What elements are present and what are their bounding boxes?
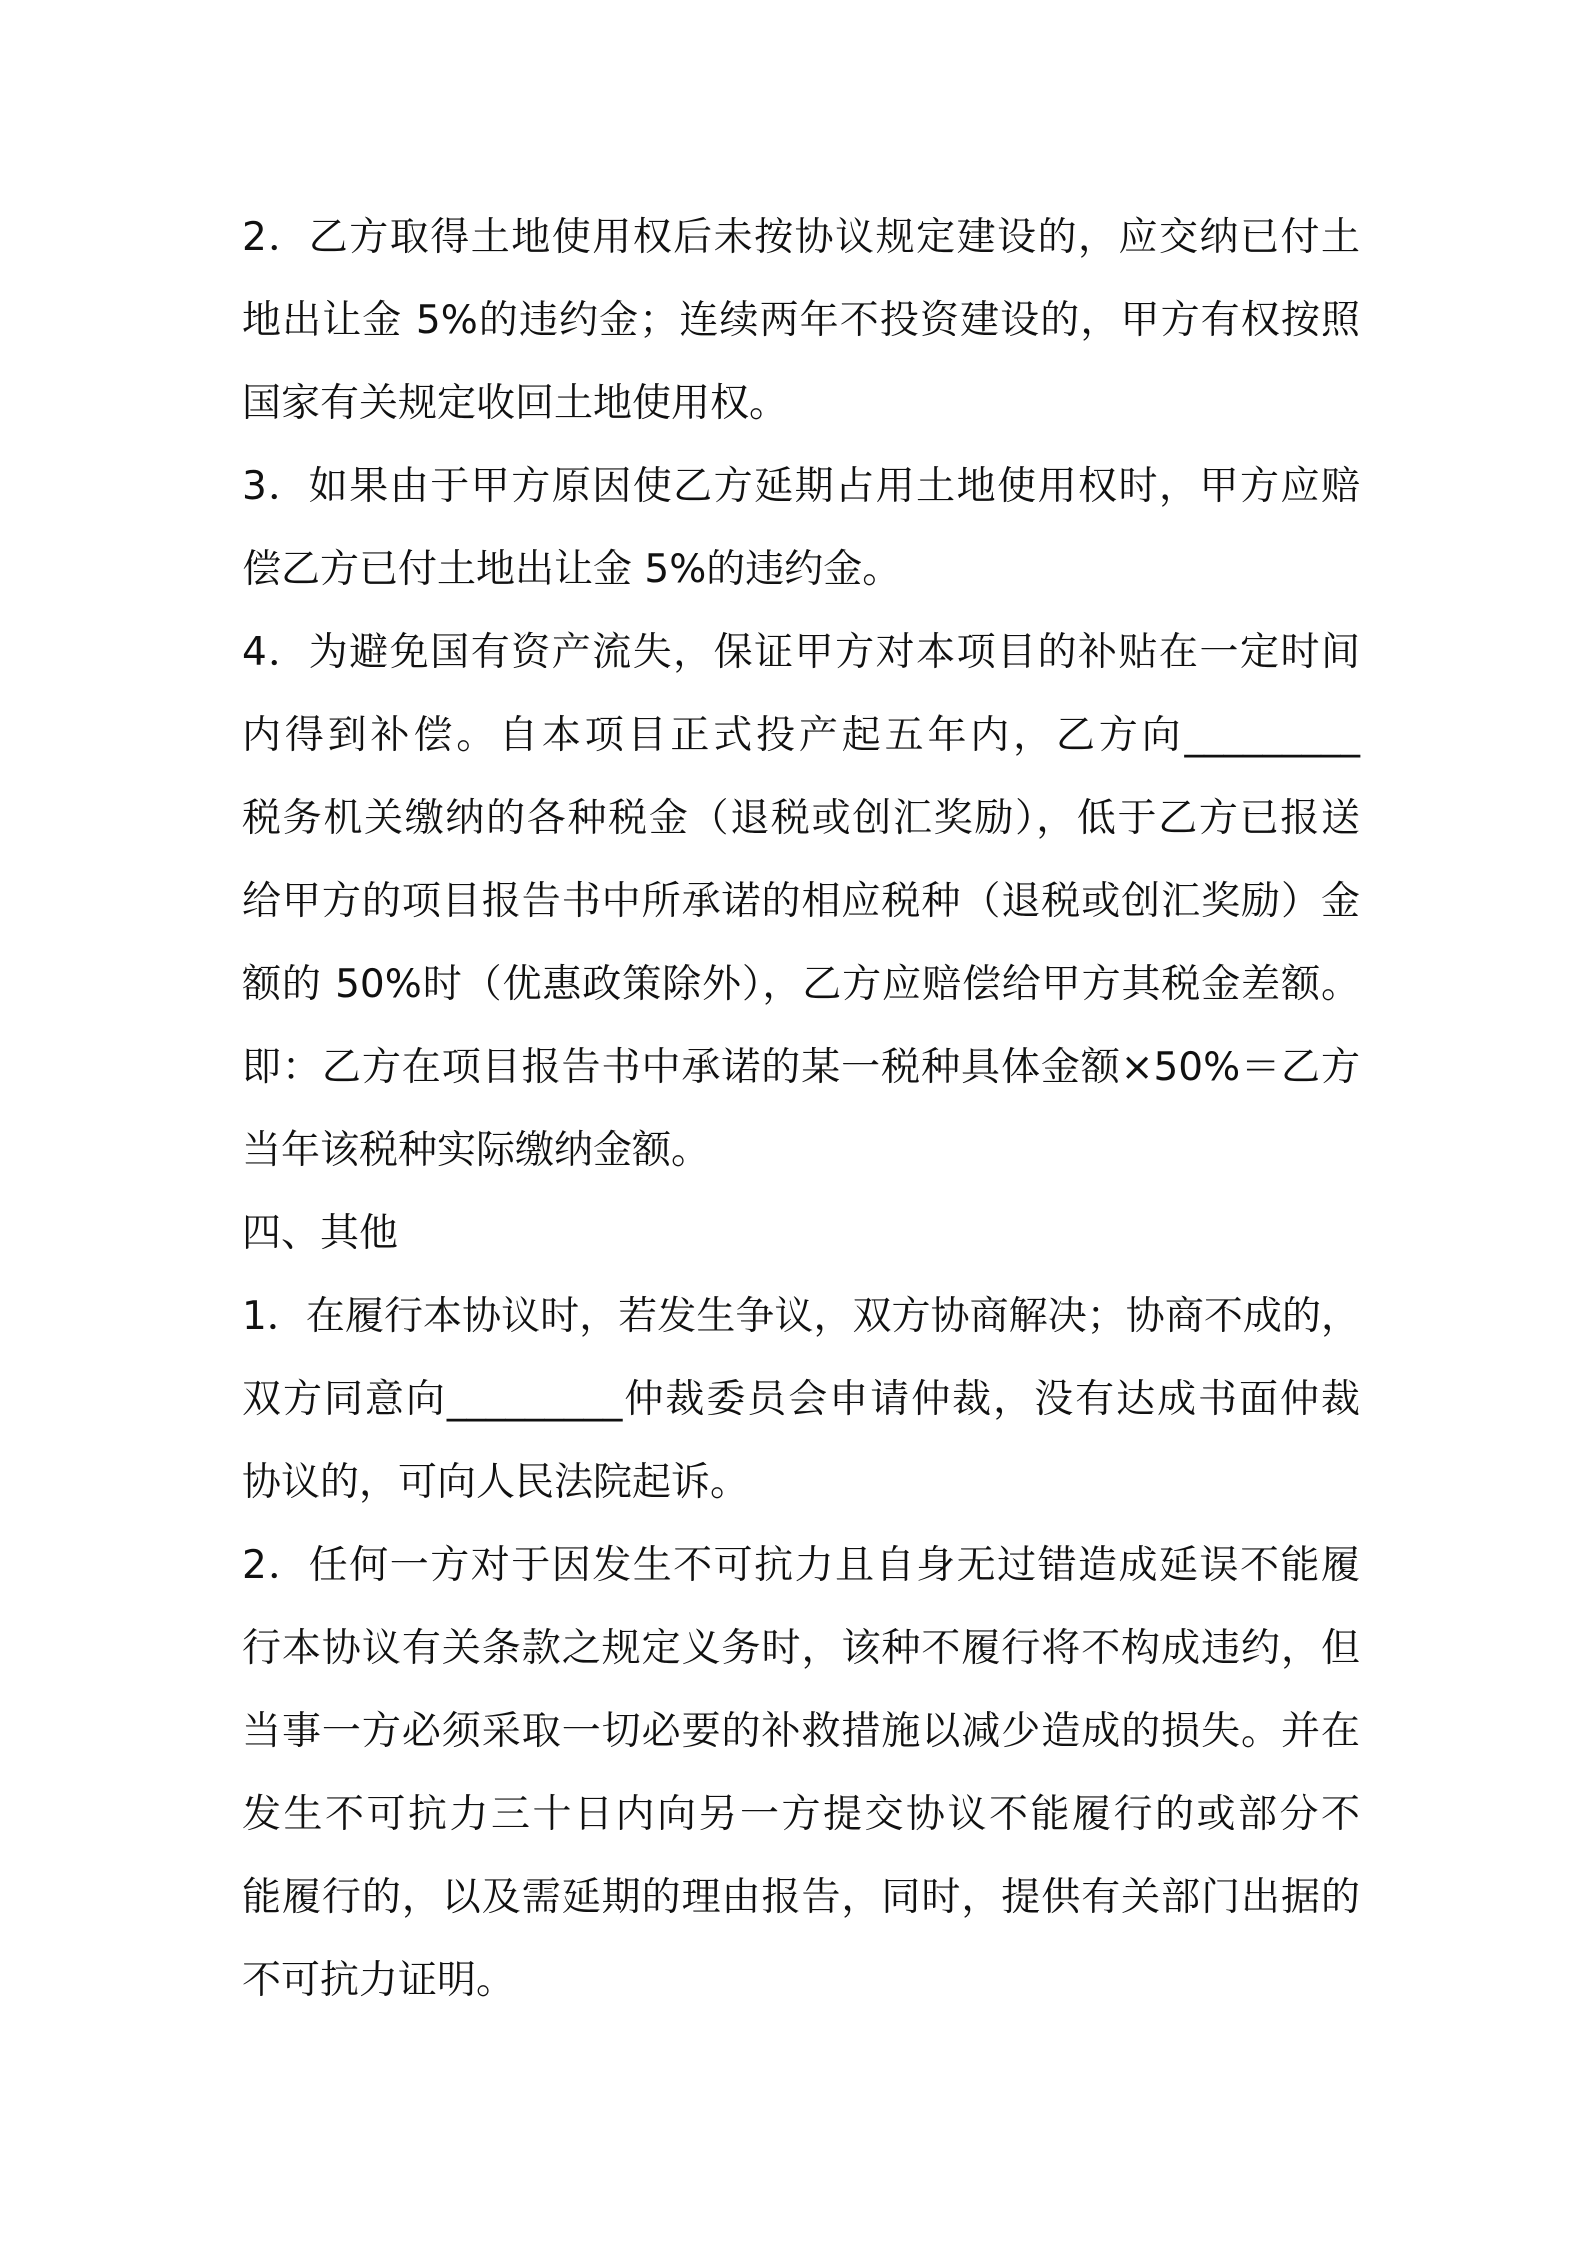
text-line: 当事一方必须采取一切必要的补救措施以减少造成的损失。并在 bbox=[242, 1709, 1360, 1754]
text-line: 行本协议有关条款之规定义务时，该种不履行将不构成违约，但 bbox=[242, 1626, 1360, 1671]
text-line: 给甲方的项目报告书中所承诺的相应税种（退税或创汇奖励）金 bbox=[242, 879, 1360, 924]
text-line: 4．为避免国有资产流失，保证甲方对本项目的补贴在一定时间 bbox=[242, 630, 1360, 675]
text-line: 内得到补偿。自本项目正式投产起五年内，乙方向_________ bbox=[242, 713, 1360, 758]
text-line: 1．在履行本协议时，若发生争议，双方协商解决；协商不成的， bbox=[242, 1294, 1360, 1339]
text-line: 额的 50%时（优惠政策除外），乙方应赔偿给甲方其税金差额。 bbox=[242, 962, 1360, 1007]
text-line: 偿乙方已付土地出让金 5%的违约金。 bbox=[242, 547, 902, 592]
text-line: 国家有关规定收回土地使用权。 bbox=[242, 381, 789, 426]
text-line: 能履行的，以及需延期的理由报告，同时，提供有关部门出据的 bbox=[242, 1875, 1360, 1920]
text-line: 税务机关缴纳的各种税金（退税或创汇奖励），低于乙方已报送 bbox=[242, 796, 1360, 841]
text-line: 不可抗力证明。 bbox=[242, 1958, 516, 2003]
text-line: 地出让金 5%的违约金；连续两年不投资建设的，甲方有权按照 bbox=[242, 298, 1360, 343]
text-line: 当年该税种实际缴纳金额。 bbox=[242, 1128, 711, 1173]
text-line: 2．任何一方对于因发生不可抗力且自身无过错造成延误不能履 bbox=[242, 1543, 1360, 1588]
text-line: 即：乙方在项目报告书中承诺的某一税种具体金额×50%＝乙方 bbox=[242, 1045, 1360, 1090]
document-body bbox=[242, 196, 1360, 2022]
text-line: 3．如果由于甲方原因使乙方延期占用土地使用权时，甲方应赔 bbox=[242, 464, 1360, 509]
text-line: 2．乙方取得土地使用权后未按协议规定建设的，应交纳已付土 bbox=[242, 215, 1360, 260]
text-line: 双方同意向_________仲裁委员会申请仲裁，没有达成书面仲裁 bbox=[242, 1377, 1360, 1422]
section-heading: 四、其他 bbox=[242, 1211, 399, 1256]
text-line: 发生不可抗力三十日内向另一方提交协议不能履行的或部分不 bbox=[242, 1792, 1360, 1837]
text-line: 协议的，可向人民法院起诉。 bbox=[242, 1460, 750, 1505]
